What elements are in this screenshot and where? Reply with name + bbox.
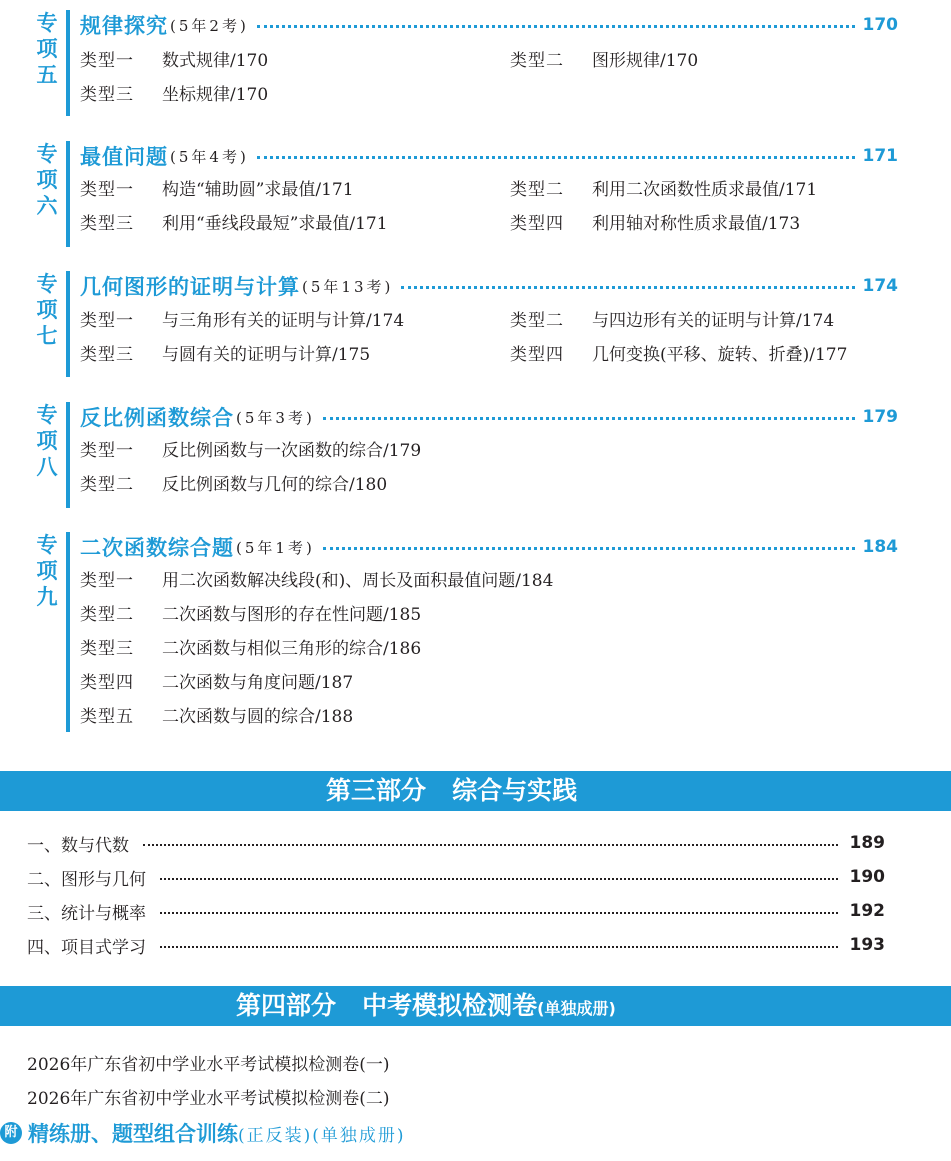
practice-item[interactable] — [27, 865, 885, 889]
topic-bar — [66, 141, 70, 247]
type-text: 与三角形有关的证明与计算/174 — [162, 311, 405, 331]
type-label: 类型一 — [80, 311, 134, 331]
practice-page: 192 — [849, 901, 885, 921]
topic-section — [0, 402, 951, 512]
type-label: 类型四 — [80, 673, 134, 693]
dot-leader — [257, 156, 855, 159]
type-text: 二次函数与图形的存在性问题/185 — [162, 605, 422, 625]
topic-title: 二次函数综合题 — [80, 536, 234, 560]
type-label: 类型二 — [80, 605, 134, 625]
topic-label-char: 项 — [36, 298, 58, 322]
topic-label-char: 六 — [36, 194, 58, 218]
type-item[interactable] — [80, 570, 553, 592]
topic-label-char: 八 — [36, 455, 58, 479]
topic-page: 184 — [862, 537, 898, 557]
topic-label-char: 项 — [36, 168, 58, 192]
topic-heading[interactable] — [80, 10, 898, 40]
practice-label: 三、统计与概率 — [27, 903, 146, 924]
type-text: 利用二次函数性质求最值/171 — [592, 180, 818, 200]
part-three-title: 第三部分 综合与实践 — [326, 776, 578, 805]
topic-title: 最值问题 — [80, 145, 168, 169]
topic-page: 171 — [862, 146, 898, 166]
type-item[interactable] — [80, 474, 387, 496]
topic-bar — [66, 402, 70, 508]
topic-bar — [66, 10, 70, 116]
type-text: 用二次函数解决线段(和)、周长及面积最值问题/184 — [162, 571, 554, 591]
type-item[interactable] — [80, 706, 353, 728]
type-item[interactable] — [80, 344, 370, 366]
topic-heading[interactable] — [80, 141, 898, 171]
topic-label — [36, 10, 58, 88]
type-label: 类型三 — [80, 85, 134, 105]
topic-bar — [66, 532, 70, 732]
topic-label-char: 项 — [36, 429, 58, 453]
practice-item[interactable] — [27, 899, 885, 923]
type-label: 类型一 — [80, 51, 134, 71]
practice-page: 193 — [849, 935, 885, 955]
type-text: 反比例函数与几何的综合/180 — [162, 475, 388, 495]
part-three-banner — [0, 771, 951, 811]
mock-exam-item[interactable]: 2026年广东省初中学业水平考试模拟检测卷(二) — [27, 1089, 390, 1109]
topic-label — [36, 271, 58, 349]
practice-page: 190 — [849, 867, 885, 887]
topic-label-char: 五 — [36, 63, 58, 87]
part-four-heading — [236, 986, 616, 1026]
dot-leader — [257, 25, 855, 28]
topic-label-char: 项 — [36, 559, 58, 583]
dot-leader — [160, 946, 838, 948]
practice-page: 189 — [849, 833, 885, 853]
part-four-title: 第四部分 中考模拟检测卷 — [236, 991, 538, 1020]
topic-section — [0, 10, 951, 120]
type-label: 类型四 — [510, 214, 564, 234]
topic-exam-count: (5年4考) — [170, 147, 249, 166]
type-item[interactable] — [80, 213, 388, 235]
practice-item[interactable] — [27, 831, 885, 855]
topic-label-char: 专 — [36, 11, 58, 35]
part-four-subtitle: (单独成册) — [537, 999, 616, 1018]
type-item[interactable] — [510, 179, 817, 201]
type-text: 数式规律/170 — [162, 51, 269, 71]
type-text: 与圆有关的证明与计算/175 — [162, 345, 371, 365]
type-item[interactable] — [510, 50, 698, 72]
type-item[interactable] — [80, 50, 268, 72]
type-text: 二次函数与圆的综合/188 — [162, 707, 354, 727]
topic-section — [0, 532, 951, 737]
topic-page: 170 — [862, 15, 898, 35]
topic-label-char: 专 — [36, 533, 58, 557]
type-item[interactable] — [80, 672, 353, 694]
practice-item[interactable] — [27, 933, 885, 957]
topic-exam-count: (5年2考) — [170, 16, 249, 35]
type-item[interactable] — [80, 638, 421, 660]
topic-page: 179 — [862, 407, 898, 427]
type-label: 类型三 — [80, 639, 134, 659]
type-item[interactable] — [510, 310, 834, 332]
type-text: 构造“辅助圆”求最值/171 — [162, 180, 354, 200]
type-label: 类型三 — [80, 345, 134, 365]
topic-label-char: 项 — [36, 37, 58, 61]
type-item[interactable] — [80, 310, 404, 332]
topic-title: 几何图形的证明与计算 — [80, 275, 300, 299]
type-item[interactable] — [80, 440, 421, 462]
topic-exam-count: (5年13考) — [302, 277, 394, 296]
type-label: 类型四 — [510, 345, 564, 365]
type-item[interactable] — [80, 604, 421, 626]
practice-label: 一、数与代数 — [27, 835, 129, 856]
practice-label: 四、项目式学习 — [27, 937, 146, 958]
type-label: 类型一 — [80, 180, 134, 200]
topic-section — [0, 271, 951, 381]
topic-label — [36, 532, 58, 610]
type-text: 二次函数与相似三角形的综合/186 — [162, 639, 422, 659]
practice-label: 二、图形与几何 — [27, 869, 146, 890]
type-item[interactable] — [510, 213, 800, 235]
topic-section — [0, 141, 951, 251]
appendix-note: (正反装)(单独成册) — [238, 1125, 406, 1146]
type-text: 利用“垂线段最短”求最值/171 — [162, 214, 388, 234]
topic-title: 反比例函数综合 — [80, 406, 234, 430]
topic-heading[interactable] — [80, 271, 898, 301]
topic-heading[interactable] — [80, 532, 898, 562]
type-label: 类型三 — [80, 214, 134, 234]
appendix-row[interactable] — [0, 1118, 406, 1148]
type-text: 与四边形有关的证明与计算/174 — [592, 311, 835, 331]
topic-label-char: 专 — [36, 142, 58, 166]
dot-leader — [160, 912, 838, 914]
type-label: 类型五 — [80, 707, 134, 727]
topic-exam-count: (5年1考) — [236, 538, 315, 557]
type-label: 类型二 — [80, 475, 134, 495]
topic-label — [36, 402, 58, 480]
type-text: 坐标规律/170 — [162, 85, 269, 105]
topic-label-char: 七 — [36, 324, 58, 348]
type-label: 类型二 — [510, 311, 564, 331]
topic-label — [36, 141, 58, 219]
topic-label-char: 专 — [36, 403, 58, 427]
topic-exam-count: (5年3考) — [236, 408, 315, 427]
type-item[interactable] — [510, 344, 847, 366]
type-label: 类型一 — [80, 441, 134, 461]
dot-leader — [323, 417, 855, 420]
type-label: 类型一 — [80, 571, 134, 591]
topic-bar — [66, 271, 70, 377]
topic-label-char: 专 — [36, 272, 58, 296]
dot-leader — [323, 547, 855, 550]
dot-leader — [401, 286, 854, 289]
type-label: 类型二 — [510, 180, 564, 200]
dot-leader — [143, 844, 838, 846]
topic-heading[interactable] — [80, 402, 898, 432]
appendix-title: 精练册、题型组合训练 — [28, 1122, 238, 1146]
type-label: 类型二 — [510, 51, 564, 71]
mock-exam-item[interactable]: 2026年广东省初中学业水平考试模拟检测卷(一) — [27, 1055, 390, 1075]
type-text: 利用轴对称性质求最值/173 — [592, 214, 801, 234]
type-item[interactable] — [80, 179, 354, 201]
part-four-banner — [0, 986, 951, 1026]
type-text: 图形规律/170 — [592, 51, 699, 71]
type-text: 二次函数与角度问题/187 — [162, 673, 354, 693]
appendix-badge: 附 — [0, 1122, 22, 1144]
type-item[interactable] — [80, 84, 268, 106]
type-text: 几何变换(平移、旋转、折叠)/177 — [592, 345, 848, 365]
topic-title: 规律探究 — [80, 14, 168, 38]
topic-page: 174 — [862, 276, 898, 296]
type-text: 反比例函数与一次函数的综合/179 — [162, 441, 422, 461]
topic-label-char: 九 — [36, 585, 58, 609]
dot-leader — [160, 878, 838, 880]
